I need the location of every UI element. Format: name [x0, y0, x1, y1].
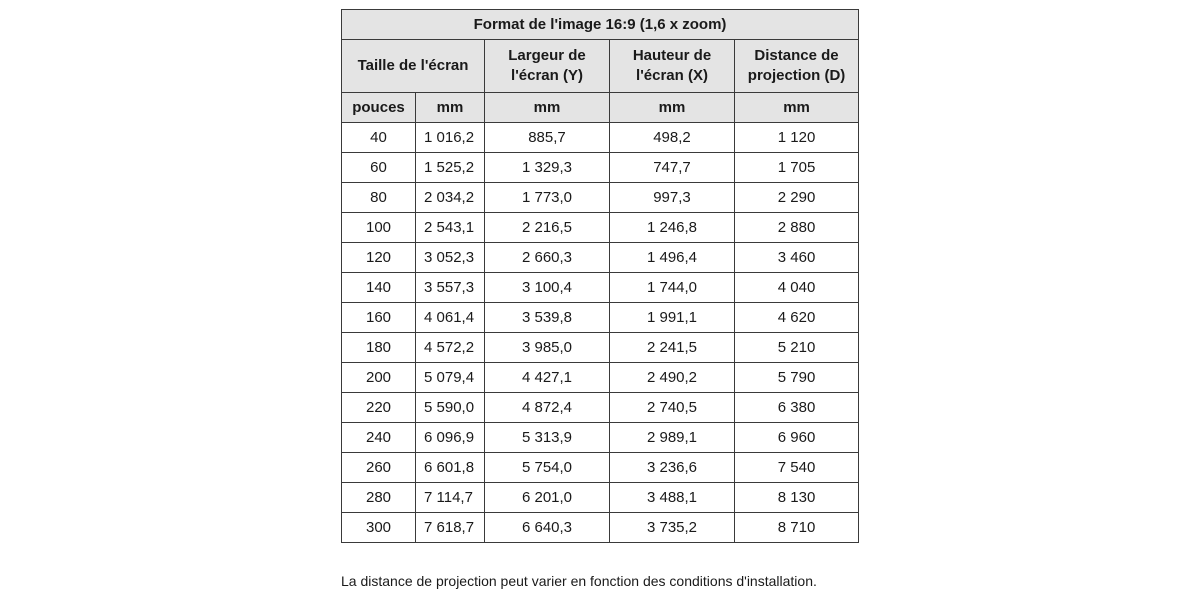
table-row: [342, 303, 859, 333]
cell-height: 3 236,6: [610, 453, 735, 483]
table-row: [342, 333, 859, 363]
table-title: Format de l'image 16:9 (1,6 x zoom): [342, 10, 859, 40]
table-row: [342, 153, 859, 183]
cell-width: 6 640,3: [485, 513, 610, 543]
cell-inches: 180: [342, 333, 416, 363]
cell-height: 2 989,1: [610, 423, 735, 453]
header-screen-width: Largeur de l'écran (Y): [485, 40, 610, 93]
table-row: [342, 513, 859, 543]
cell-height: 997,3: [610, 183, 735, 213]
cell-width: 4 872,4: [485, 393, 610, 423]
cell-distance: 8 130: [735, 483, 859, 513]
cell-distance: 1 705: [735, 153, 859, 183]
cell-size-mm: 4 572,2: [416, 333, 485, 363]
cell-size-mm: 2 034,2: [416, 183, 485, 213]
cell-inches: 280: [342, 483, 416, 513]
footnote: La distance de projection peut varier en fonction des conditions d'installation.: [341, 573, 817, 589]
cell-distance: 2 290: [735, 183, 859, 213]
cell-size-mm: 5 079,4: [416, 363, 485, 393]
cell-distance: 1 120: [735, 123, 859, 153]
cell-width: 5 313,9: [485, 423, 610, 453]
cell-height: 3 488,1: [610, 483, 735, 513]
table-body: [342, 123, 859, 543]
table-row: [342, 183, 859, 213]
unit-size-mm: mm: [416, 93, 485, 123]
table-row: [342, 123, 859, 153]
cell-distance: 4 040: [735, 273, 859, 303]
header-projection-distance: Distance de projection (D): [735, 40, 859, 93]
cell-width: 1 329,3: [485, 153, 610, 183]
cell-inches: 220: [342, 393, 416, 423]
cell-distance: 6 380: [735, 393, 859, 423]
cell-height: 2 490,2: [610, 363, 735, 393]
cell-size-mm: 7 114,7: [416, 483, 485, 513]
unit-width-mm: mm: [485, 93, 610, 123]
cell-inches: 40: [342, 123, 416, 153]
cell-distance: 3 460: [735, 243, 859, 273]
cell-distance: 6 960: [735, 423, 859, 453]
cell-inches: 100: [342, 213, 416, 243]
cell-distance: 4 620: [735, 303, 859, 333]
cell-inches: 80: [342, 183, 416, 213]
cell-size-mm: 4 061,4: [416, 303, 485, 333]
unit-height-mm: mm: [610, 93, 735, 123]
cell-height: 1 744,0: [610, 273, 735, 303]
cell-height: 2 241,5: [610, 333, 735, 363]
header-screen-height: Hauteur de l'écran (X): [610, 40, 735, 93]
unit-distance-mm: mm: [735, 93, 859, 123]
cell-height: 3 735,2: [610, 513, 735, 543]
cell-width: 1 773,0: [485, 183, 610, 213]
cell-inches: 300: [342, 513, 416, 543]
table-row: [342, 273, 859, 303]
cell-height: 747,7: [610, 153, 735, 183]
table-row: [342, 483, 859, 513]
cell-width: 3 539,8: [485, 303, 610, 333]
projection-distance-table: [341, 9, 859, 543]
cell-height: 2 740,5: [610, 393, 735, 423]
cell-distance: 5 790: [735, 363, 859, 393]
cell-width: 885,7: [485, 123, 610, 153]
cell-size-mm: 1 525,2: [416, 153, 485, 183]
cell-inches: 260: [342, 453, 416, 483]
table-row: [342, 453, 859, 483]
cell-inches: 200: [342, 363, 416, 393]
table-row: [342, 243, 859, 273]
cell-width: 2 660,3: [485, 243, 610, 273]
cell-width: 2 216,5: [485, 213, 610, 243]
cell-inches: 60: [342, 153, 416, 183]
cell-size-mm: 7 618,7: [416, 513, 485, 543]
cell-height: 1 246,8: [610, 213, 735, 243]
cell-height: 498,2: [610, 123, 735, 153]
cell-inches: 120: [342, 243, 416, 273]
cell-inches: 140: [342, 273, 416, 303]
unit-inches: pouces: [342, 93, 416, 123]
cell-width: 3 100,4: [485, 273, 610, 303]
cell-inches: 240: [342, 423, 416, 453]
cell-size-mm: 5 590,0: [416, 393, 485, 423]
cell-width: 4 427,1: [485, 363, 610, 393]
cell-width: 6 201,0: [485, 483, 610, 513]
cell-width: 5 754,0: [485, 453, 610, 483]
cell-inches: 160: [342, 303, 416, 333]
cell-height: 1 496,4: [610, 243, 735, 273]
cell-size-mm: 2 543,1: [416, 213, 485, 243]
cell-width: 3 985,0: [485, 333, 610, 363]
cell-distance: 5 210: [735, 333, 859, 363]
table-row: [342, 213, 859, 243]
table-row: [342, 393, 859, 423]
cell-size-mm: 1 016,2: [416, 123, 485, 153]
cell-size-mm: 6 601,8: [416, 453, 485, 483]
table-row: [342, 423, 859, 453]
cell-distance: 7 540: [735, 453, 859, 483]
cell-height: 1 991,1: [610, 303, 735, 333]
cell-size-mm: 6 096,9: [416, 423, 485, 453]
cell-distance: 2 880: [735, 213, 859, 243]
cell-size-mm: 3 052,3: [416, 243, 485, 273]
table-row: [342, 363, 859, 393]
cell-size-mm: 3 557,3: [416, 273, 485, 303]
header-screen-size: Taille de l'écran: [342, 40, 485, 93]
cell-distance: 8 710: [735, 513, 859, 543]
